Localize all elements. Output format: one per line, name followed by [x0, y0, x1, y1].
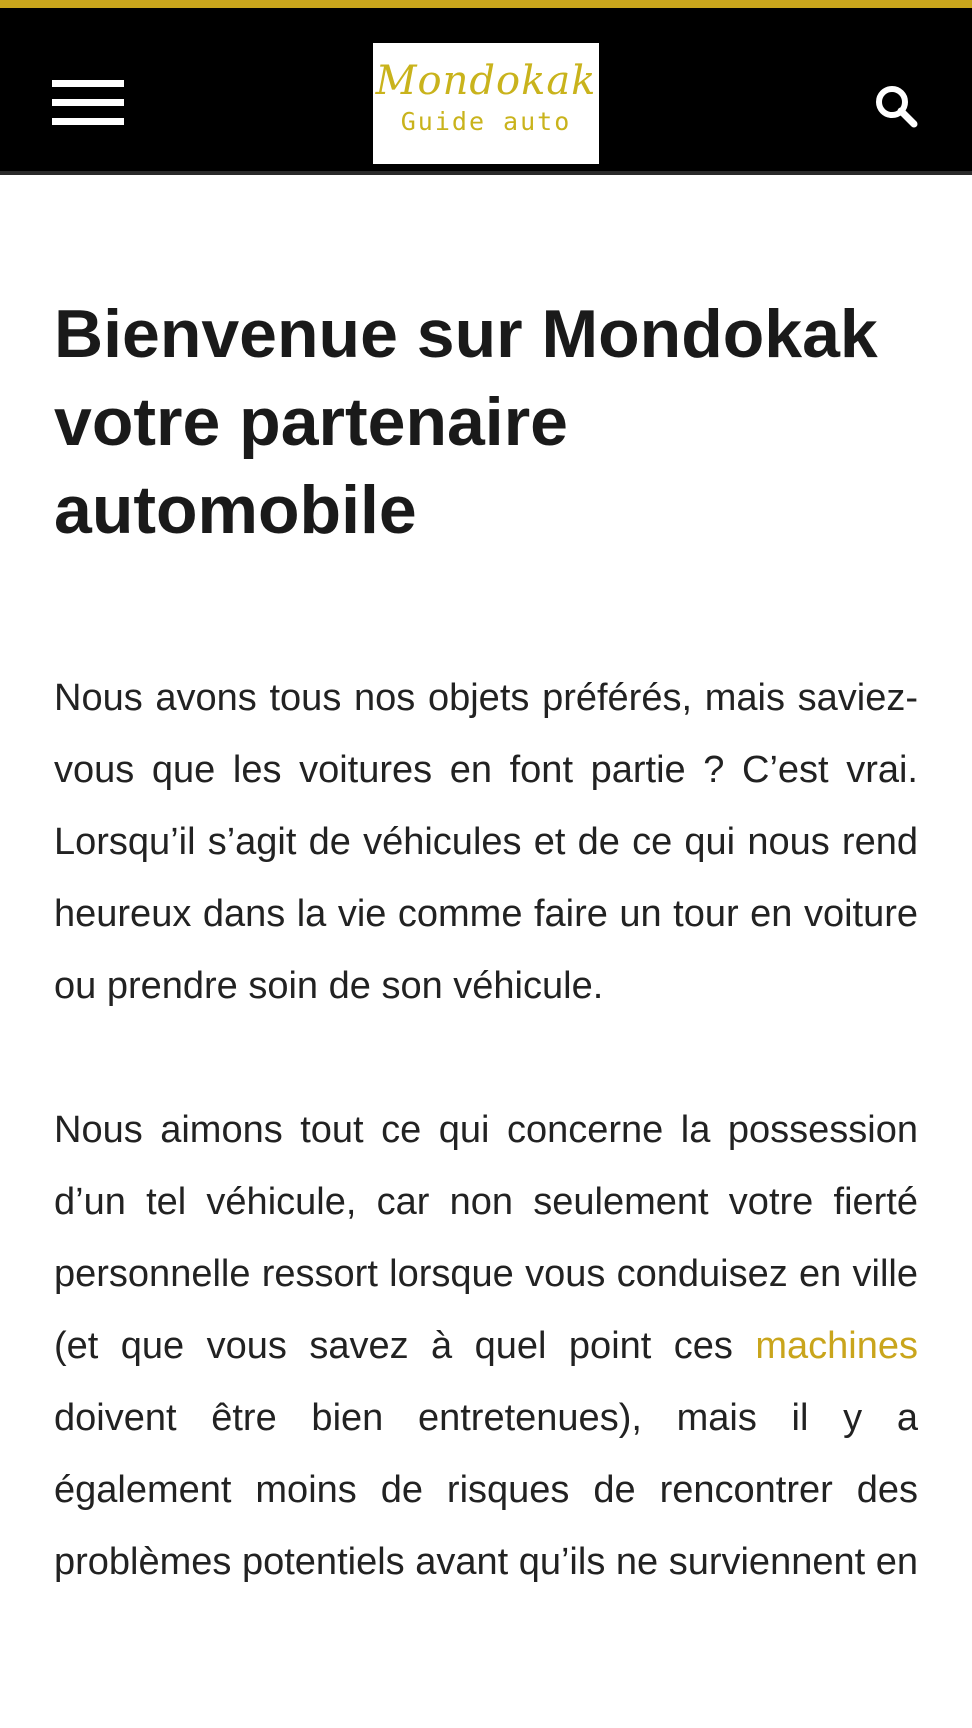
page-title: Bienvenue sur Mondokak votre partenaire automobile: [54, 296, 878, 548]
logo-sub-text: Guide auto: [400, 107, 572, 136]
machines-link[interactable]: machines: [755, 1325, 918, 1367]
search-button[interactable]: [872, 82, 920, 130]
menu-button[interactable]: [52, 80, 124, 128]
intro-paragraph: Nous avons tous nos objets préférés, mais saviez-vous que les voitures en font partie ? C’est vrai. Lorsqu’il s’agit de véhicules et de ce qui nous rend heureux dans la vie comme faire un tour en voiture ou prendre soin de son véhicule.: [54, 677, 918, 1007]
top-accent-bar: [0, 0, 972, 8]
hamburger-menu-icon-line: [52, 99, 124, 106]
site-logo[interactable]: [373, 43, 599, 164]
hamburger-menu-icon-line: [52, 80, 124, 87]
paragraph-text-after-link: doivent être bien entretenues), mais il y a également moins de risques de rencontrer des problèmes potentiels avant qu’ils ne surviennent en: [54, 1397, 918, 1583]
paragraph-text-before-link: Nous aimons tout ce qui concerne la possession d’un tel véhicule, car non seulement votre fierté personnelle ressort lorsque vous conduisez en ville (et que vous savez à quel point ces: [54, 1109, 918, 1367]
body-paragraph: [54, 1094, 918, 1598]
hamburger-menu-icon-line: [52, 118, 124, 125]
header-divider: [0, 171, 972, 175]
search-icon: [872, 82, 920, 130]
main-content: [54, 290, 918, 1598]
site-header: [0, 8, 972, 173]
logo-main-text: Mondokak: [375, 58, 597, 104]
